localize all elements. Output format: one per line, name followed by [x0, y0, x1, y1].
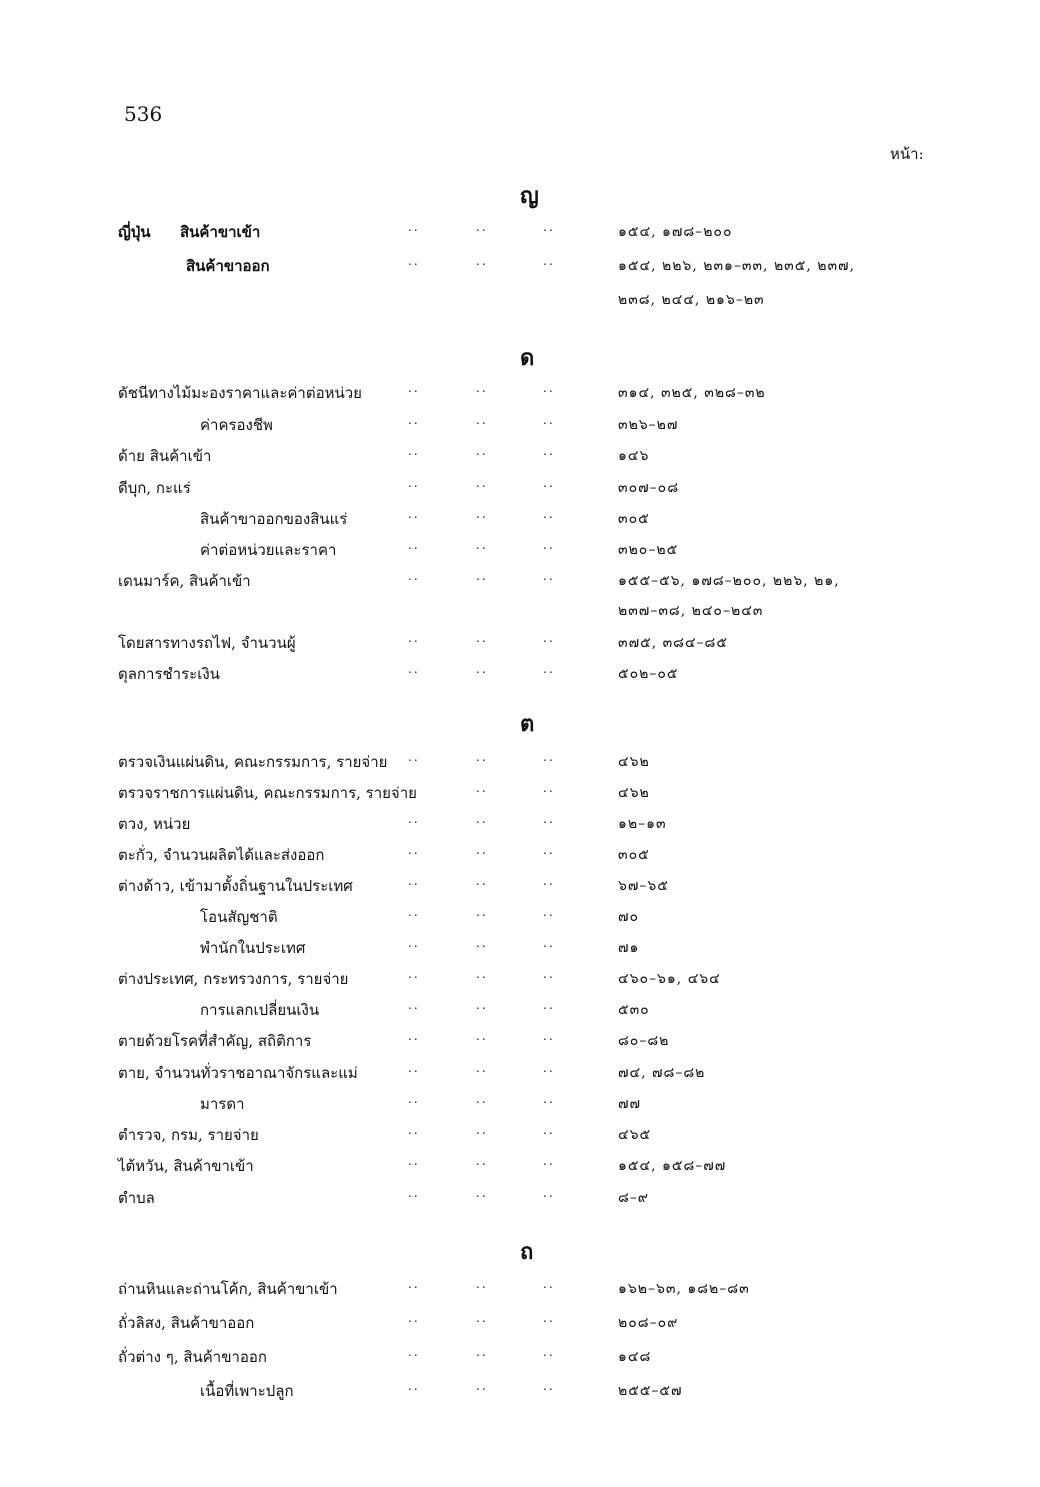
leader-dots: .. — [408, 476, 420, 490]
leader-dots: .. — [408, 1029, 420, 1043]
leader-dots: .. — [543, 781, 555, 795]
index-entry — [0, 1186, 1040, 1214]
leader-dots: .. — [408, 1154, 420, 1168]
entry-term: ต่างด้าว, เข้ามาตั้งถิ่นฐานในประเทศ — [118, 877, 353, 895]
entry-term: ต่างประเทศ, กระทรวงการ, รายจ่าย — [118, 970, 349, 988]
entry-term: ตรวจเงินแผ่นดิน, คณะกรรมการ, รายจ่าย — [118, 753, 388, 771]
entry-term: โอนสัญชาติ — [200, 908, 278, 926]
entry-pages: ๒๕๕–๕๗ — [618, 1383, 683, 1399]
leader-dots: .. — [476, 662, 488, 676]
index-entry — [0, 905, 1040, 933]
leader-dots: .. — [476, 1092, 488, 1106]
leader-dots: .. — [543, 444, 555, 458]
index-entry — [0, 781, 1040, 809]
entry-pages: ๓๐๕ — [618, 511, 650, 527]
entry-term: ตรวจราชการแผ่นดิน, คณะกรรมการ, รายจ่าย — [118, 784, 417, 802]
leader-dots: .. — [408, 1277, 420, 1291]
entry-term: โดยสารทางรถไฟ, จำนวนผู้ — [118, 634, 296, 652]
entry-term: ด้าย สินค้าเข้า — [118, 447, 212, 465]
entry-pages: ๓๗๕, ๓๘๔–๘๕ — [618, 635, 728, 651]
leader-dots: .. — [543, 254, 555, 268]
entry-pages: ๑๔๖ — [618, 448, 650, 464]
leader-dots: .. — [476, 843, 488, 857]
index-entry — [0, 444, 1040, 472]
leader-dots: .. — [476, 750, 488, 764]
index-entry — [0, 631, 1040, 659]
leader-dots: .. — [408, 1186, 420, 1200]
leader-dots: .. — [408, 1311, 420, 1325]
index-entry — [0, 507, 1040, 535]
entry-term: เนื้อที่เพาะปลูก — [200, 1382, 294, 1400]
leader-dots: .. — [543, 381, 555, 395]
leader-dots: .. — [408, 967, 420, 981]
leader-dots: .. — [543, 1123, 555, 1137]
leader-dots: .. — [408, 631, 420, 645]
leader-dots: .. — [408, 1061, 420, 1075]
entry-term: ตะกั่ว, จำนวนผลิตได้และส่งออก — [118, 846, 325, 864]
entry-pages: ๘–๙ — [618, 1190, 650, 1206]
leader-dots: .. — [476, 1311, 488, 1325]
entry-pages: ๖๗–๖๕ — [618, 878, 669, 894]
leader-dots: .. — [476, 444, 488, 458]
leader-dots: .. — [408, 444, 420, 458]
leader-dots: .. — [543, 1154, 555, 1168]
index-entry — [0, 538, 1040, 566]
index-entry — [0, 1029, 1040, 1057]
leader-dots: .. — [476, 254, 488, 268]
leader-dots: .. — [543, 812, 555, 826]
entry-term: ถั่วลิสง, สินค้าขาออก — [118, 1314, 255, 1332]
leader-dots: .. — [543, 631, 555, 645]
entry-pages: ๔๖๐–๖๑, ๔๖๔ — [618, 971, 721, 987]
leader-dots: .. — [543, 936, 555, 950]
leader-dots: .. — [476, 1061, 488, 1075]
entry-pages: ๔๖๒ — [618, 785, 650, 801]
entry-term: ญี่ปุ่น สินค้าขาเข้า — [118, 220, 151, 244]
entry-term: ดีบุก, กะแร่ — [118, 479, 191, 497]
leader-dots: .. — [543, 569, 555, 583]
index-entry — [0, 1123, 1040, 1151]
entry-pages: ๗๗ — [618, 1096, 642, 1112]
leader-dots: .. — [543, 662, 555, 676]
leader-dots: .. — [476, 967, 488, 981]
leader-dots: .. — [543, 967, 555, 981]
entry-pages: ๓๑๔, ๓๒๕, ๓๒๘–๓๒ — [618, 385, 766, 401]
leader-dots: .. — [476, 1277, 488, 1291]
leader-dots: .. — [408, 220, 420, 234]
entry-pages: ๗๐ — [618, 909, 640, 925]
entry-term: ค่าครองชีพ — [200, 416, 273, 434]
entry-term: พำนักในประเทศ — [200, 939, 306, 957]
index-entry — [0, 1061, 1040, 1089]
entry-term: ไต้หวัน, สินค้าขาเข้า — [118, 1157, 254, 1175]
leader-dots: .. — [408, 1092, 420, 1106]
entry-pages: ๔๖๕ — [618, 1127, 652, 1143]
leader-dots: .. — [408, 750, 420, 764]
entry-pages: ๑๖๒–๖๓, ๑๘๒–๘๓ — [618, 1281, 750, 1297]
entry-pages: ๘๐–๘๒ — [618, 1033, 670, 1049]
leader-dots: .. — [408, 1345, 420, 1359]
leader-dots: .. — [476, 1379, 488, 1393]
entry-pages: ๗๔, ๗๘–๘๒ — [618, 1065, 706, 1081]
leader-dots: .. — [408, 998, 420, 1012]
entry-term: ดัชนีทางไม้มะองราคาและค่าต่อหน่วย — [118, 384, 362, 402]
leader-dots: .. — [408, 812, 420, 826]
index-entry — [0, 843, 1040, 871]
leader-dots: .. — [476, 220, 488, 234]
leader-dots: .. — [543, 413, 555, 427]
page-column-header: หน้า: — [890, 145, 924, 163]
leader-dots: .. — [543, 538, 555, 552]
leader-dots: .. — [408, 936, 420, 950]
index-entry — [0, 1345, 1040, 1373]
index-entry — [0, 936, 1040, 964]
index-entry — [0, 750, 1040, 778]
entry-pages: ๗๑ — [618, 940, 640, 956]
leader-dots: .. — [543, 1186, 555, 1200]
leader-dots: .. — [476, 936, 488, 950]
index-entry — [0, 1277, 1040, 1305]
entry-term: ตำรวจ, กรม, รายจ่าย — [118, 1126, 259, 1144]
leader-dots: .. — [476, 998, 488, 1012]
entry-pages-continued: ๒๓๘, ๒๔๔, ๒๑๖–๒๓ — [618, 292, 765, 308]
entry-pages: ๑๕๔, ๑๕๘–๗๗ — [618, 1158, 727, 1174]
leader-dots: .. — [408, 413, 420, 427]
leader-dots: .. — [543, 905, 555, 919]
index-entry — [0, 874, 1040, 902]
leader-dots: .. — [476, 413, 488, 427]
leader-dots: .. — [476, 507, 488, 521]
entry-pages: ๑๔๘ — [618, 1349, 652, 1365]
index-entry — [0, 1311, 1040, 1339]
leader-dots: .. — [408, 254, 420, 268]
entry-term: เดนมาร์ค, สินค้าเข้า — [118, 572, 251, 590]
leader-dots: .. — [476, 569, 488, 583]
leader-dots: .. — [543, 1029, 555, 1043]
entry-pages: ๑๕๔, ๒๒๖, ๒๓๑–๓๓, ๒๓๕, ๒๓๗, — [618, 258, 856, 274]
leader-dots: .. — [408, 381, 420, 395]
entry-term: มารดา — [200, 1095, 245, 1113]
leader-dots: .. — [476, 631, 488, 645]
leader-dots: .. — [543, 750, 555, 764]
leader-dots: .. — [543, 1379, 555, 1393]
leader-dots: .. — [408, 507, 420, 521]
entry-term: ตำบล — [118, 1189, 155, 1207]
section-letter: ด — [520, 345, 535, 371]
entry-pages: ๕๓๐ — [618, 1002, 650, 1018]
index-entry — [0, 413, 1040, 441]
index-entry — [0, 1092, 1040, 1120]
leader-dots: .. — [543, 476, 555, 490]
leader-dots: .. — [408, 569, 420, 583]
entry-subterm: สินค้าขาเข้า — [180, 223, 261, 241]
leader-dots: .. — [543, 507, 555, 521]
entry-term: ตายด้วยโรคที่สำคัญ, สถิติการ — [118, 1032, 312, 1050]
index-entry — [0, 254, 1040, 282]
leader-dots: .. — [408, 538, 420, 552]
entry-term: สินค้าขาออก — [186, 257, 270, 275]
leader-dots: .. — [476, 1186, 488, 1200]
leader-dots: .. — [543, 1311, 555, 1325]
leader-dots: .. — [408, 843, 420, 857]
leader-dots: .. — [543, 843, 555, 857]
leader-dots: .. — [476, 781, 488, 795]
leader-dots: .. — [543, 1092, 555, 1106]
index-entry — [0, 381, 1040, 409]
leader-dots: .. — [476, 1154, 488, 1168]
leader-dots: .. — [476, 874, 488, 888]
leader-dots: .. — [543, 1061, 555, 1075]
entry-pages-continued: ๒๓๗–๓๘, ๒๔๐–๒๔๓ — [618, 603, 764, 619]
entry-term: ค่าต่อหน่วยและราคา — [200, 541, 337, 559]
entry-pages: ๑๕๔, ๑๗๘–๒๐๐ — [618, 224, 733, 240]
index-entry — [0, 220, 1040, 248]
leader-dots: .. — [408, 1123, 420, 1137]
entry-pages: ๓๐๕ — [618, 847, 650, 863]
leader-dots: .. — [476, 1029, 488, 1043]
entry-pages: ๓๒๖–๒๗ — [618, 417, 679, 433]
leader-dots: .. — [476, 812, 488, 826]
entry-term: ถ่านหินและถ่านโค้ก, สินค้าขาเข้า — [118, 1280, 338, 1298]
section-letter: ญ — [520, 183, 539, 209]
leader-dots: .. — [543, 874, 555, 888]
leader-dots: .. — [543, 998, 555, 1012]
index-entry — [0, 476, 1040, 504]
index-entry — [0, 569, 1040, 597]
entry-pages: ๓๐๗–๐๘ — [618, 480, 679, 496]
leader-dots: .. — [476, 476, 488, 490]
leader-dots: .. — [543, 220, 555, 234]
entry-pages: ๒๐๘–๐๙ — [618, 1315, 679, 1331]
index-entry — [0, 1154, 1040, 1182]
leader-dots: .. — [476, 1345, 488, 1359]
entry-pages: ๑๕๕–๕๖, ๑๗๘–๒๐๐, ๒๒๖, ๒๑, — [618, 573, 840, 589]
entry-term: ตาย, จำนวนทั่วราชอาณาจักรและแม่ — [118, 1064, 358, 1082]
entry-term: ถั่วต่าง ๆ, สินค้าขาออก — [118, 1348, 267, 1366]
entry-pages: ๕๐๒–๐๕ — [618, 666, 679, 682]
index-entry — [0, 812, 1040, 840]
section-letter: ถ — [520, 1239, 534, 1265]
leader-dots: .. — [476, 905, 488, 919]
page-number: 536 — [124, 102, 163, 126]
leader-dots: .. — [408, 1379, 420, 1393]
entry-term: สินค้าขาออกของสินแร่ — [200, 510, 348, 528]
entry-pages: ๓๒๐–๒๕ — [618, 542, 679, 558]
leader-dots: .. — [543, 1345, 555, 1359]
index-entry — [0, 998, 1040, 1026]
entry-pages: ๔๖๒ — [618, 754, 650, 770]
leader-dots: .. — [476, 538, 488, 552]
leader-dots: .. — [408, 874, 420, 888]
index-entry — [0, 967, 1040, 995]
section-letter: ต — [520, 711, 535, 737]
leader-dots: .. — [408, 905, 420, 919]
entry-term: ตวง, หน่วย — [118, 815, 191, 833]
entry-term: การแลกเปลี่ยนเงิน — [200, 1001, 320, 1019]
entry-term: ดุลการชำระเงิน — [118, 665, 220, 683]
leader-dots: .. — [476, 1123, 488, 1137]
leader-dots: .. — [476, 381, 488, 395]
index-entry — [0, 662, 1040, 690]
index-entry — [0, 1379, 1040, 1407]
leader-dots: .. — [543, 1277, 555, 1291]
leader-dots: .. — [408, 662, 420, 676]
entry-pages: ๑๒–๑๓ — [618, 816, 667, 832]
